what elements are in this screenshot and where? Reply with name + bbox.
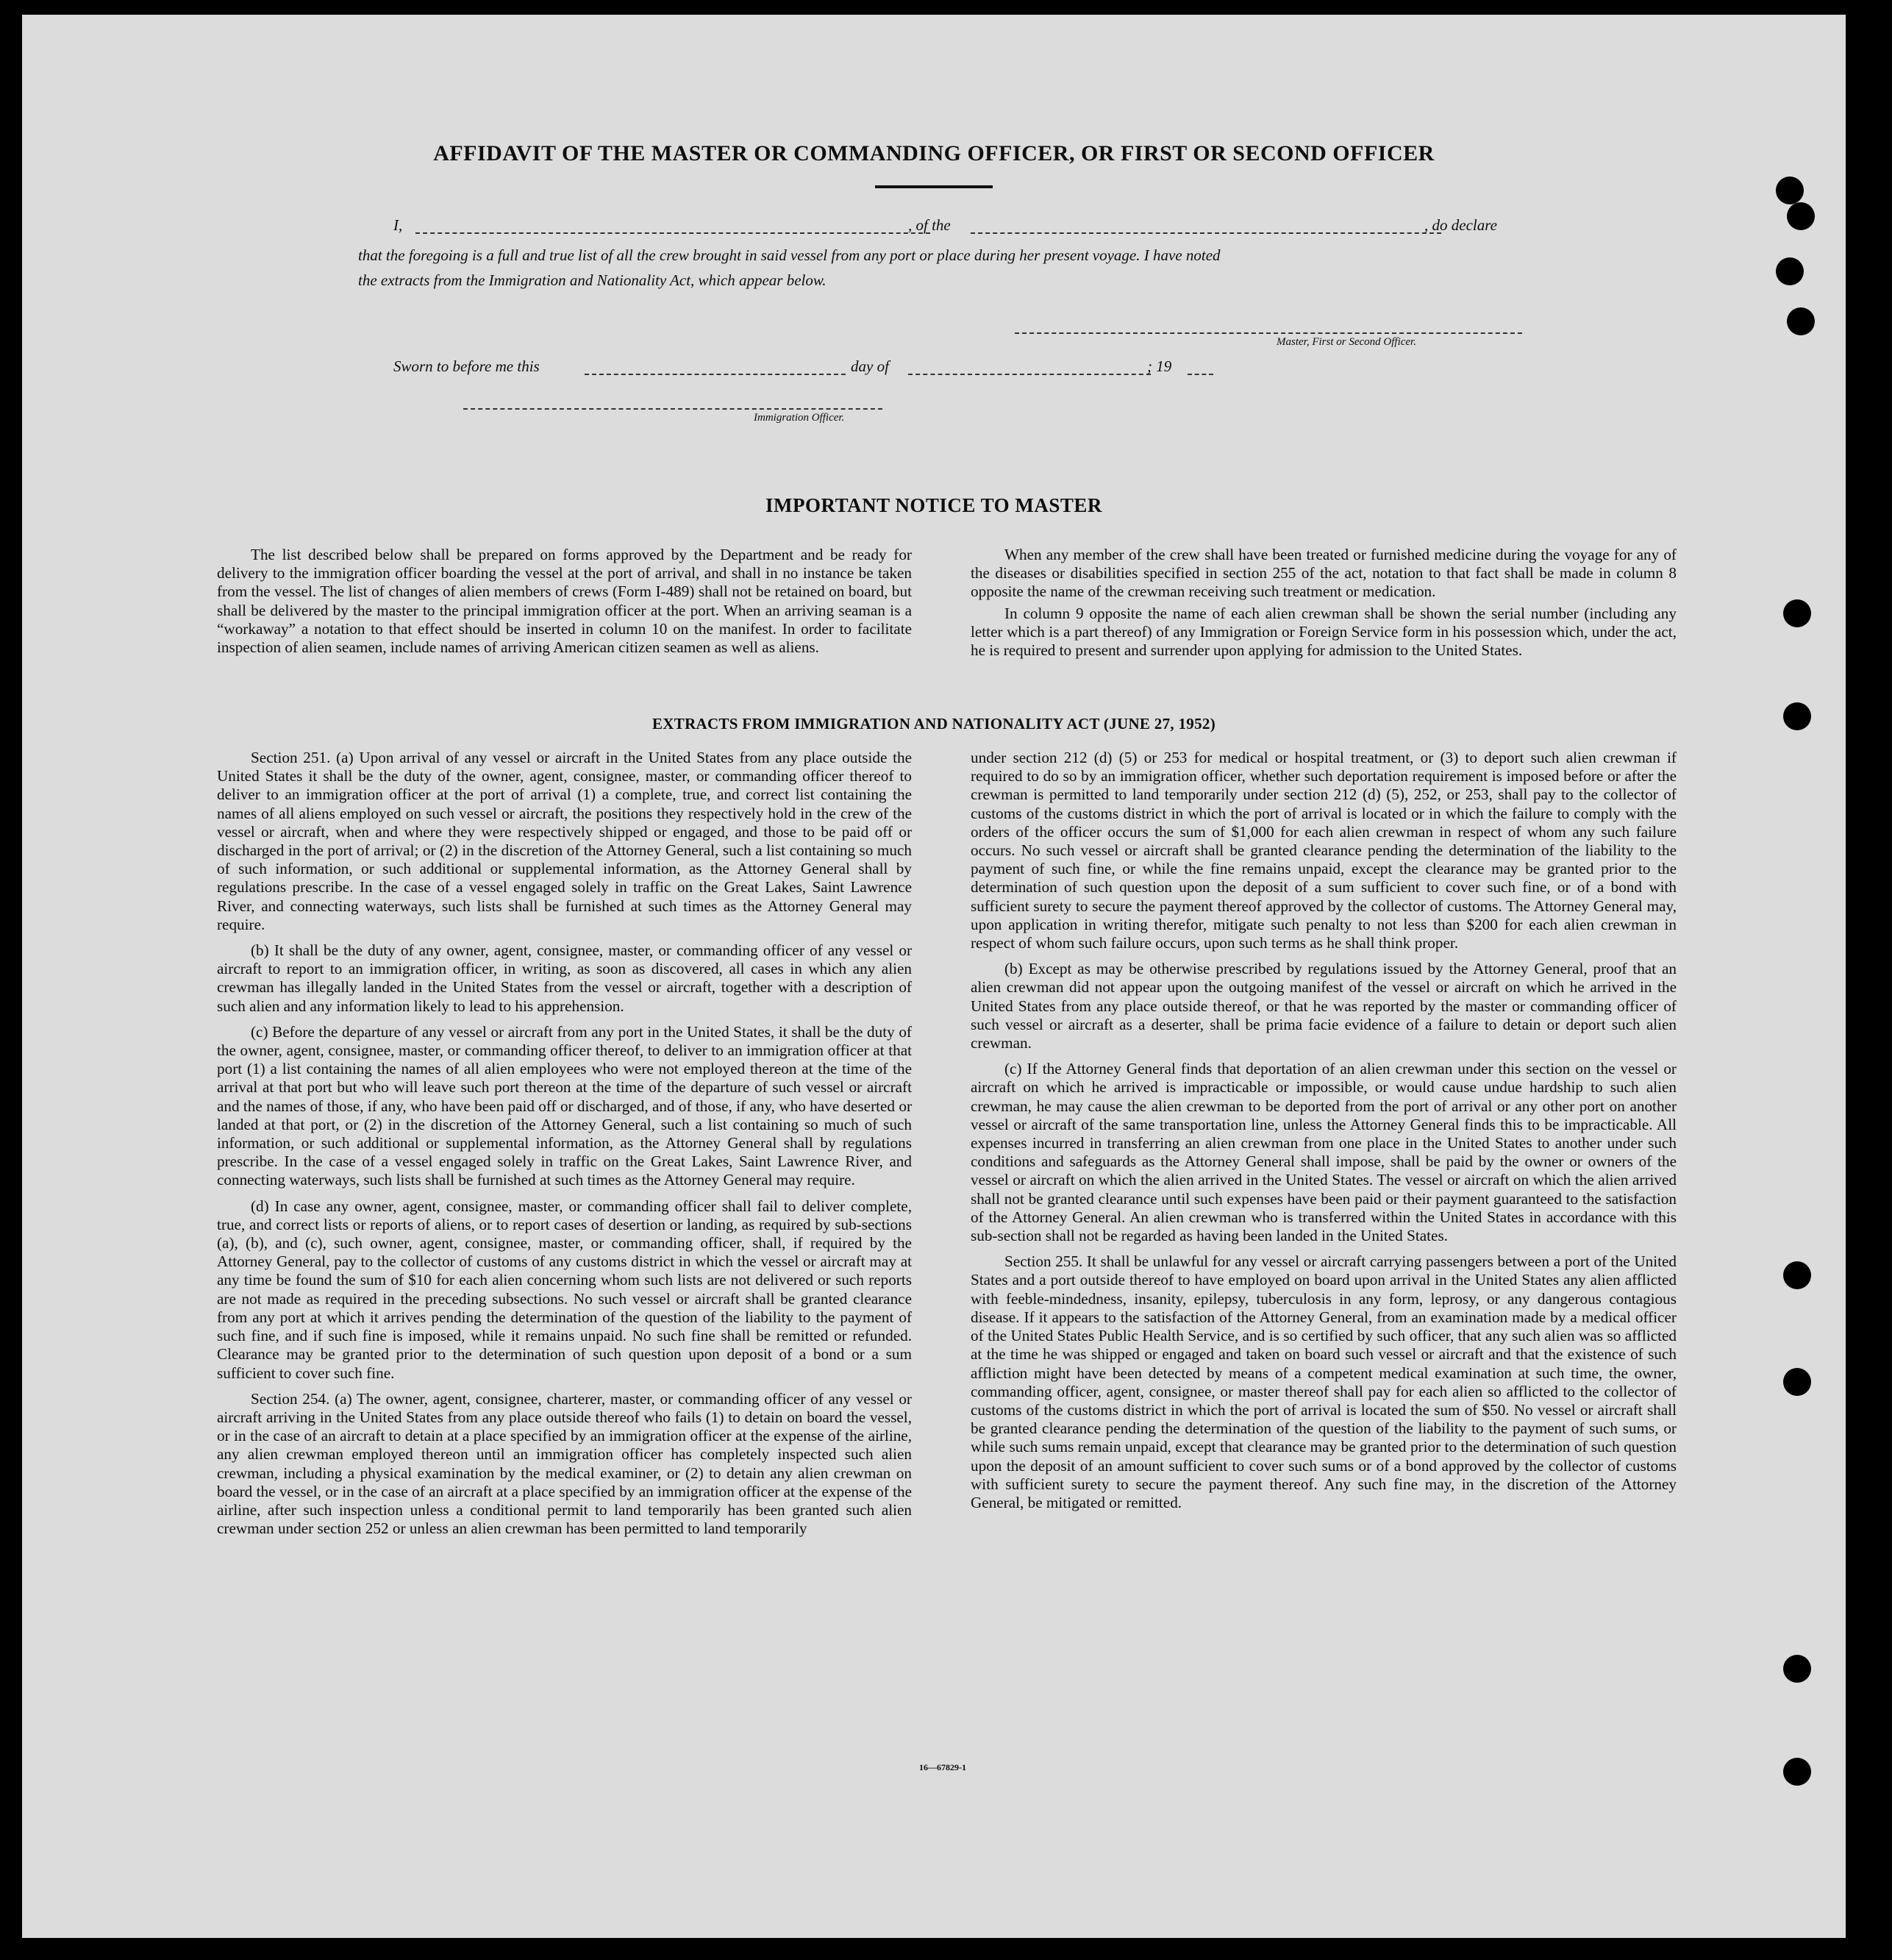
officer-signature-caption: Immigration Officer. — [754, 412, 845, 424]
section-254-a: Section 254. (a) The owner, agent, consignee, charterer, master, or commanding officer of any vessel or aircraft arriving in the United States from any place outside thereof who fails (1) to detain on board the vessel, or in the case of an aircraft to detain at a place specified by an immigration officer at the expense of the airline, any alien crewman employed thereon until an immigration officer has completely inspected such alien crewman, including a physical examination by the medical examiner, or (2) to detain any alien crewman on board the vessel, or in the case of an aircraft at a place specified by an immigration officer at the expense of the airline, after such inspection unless a conditional permit to land temporarily has been granted such alien crewman under section 252 or unless an alien crewman has been permitted to land temporarily — [217, 1389, 912, 1538]
extracts-title: EXTRACTS FROM IMMIGRATION AND NATIONALITY ACT (JUNE 27, 1952) — [652, 715, 1215, 733]
vessel-name-field[interactable] — [971, 232, 1441, 234]
punch-hole — [1776, 257, 1804, 285]
sworn-label: Sworn to before me this — [393, 357, 540, 375]
punch-hole — [1787, 307, 1815, 335]
document-page — [22, 15, 1846, 1938]
section-254-a-continued: under section 212 (d) (5) or 253 for medical or hospital treatment, or (3) to deport such alien crewman if required to do so by an immigration officer, whether such deportation requirement is imposed before or after the crewman is permitted to land temporarily under section 212 (d) (5), 252, or 253, shall pay to the collector of customs of the customs district in which the port of arrival is located or in which the failure to comply with the orders of the officer occurs the sum of $1,000 for each alien crewman in respect of whom any such failure occurs. No such vessel or aircraft shall be granted clearance pending the determination of the liability to the payment of such fine, or while the fine remains unpaid, except the clearance may be granted prior to the determination of such question upon the deposit of a sum sufficient to cover such fine, or of a bond with sufficient surety to secure the payment thereof approved by the collector of customs. The Attorney General may, upon application in writing therefor, mitigate such penalty to not less than $200 for each alien crewman in respect of whom such failure occurs, upon such terms as he shall think proper. — [971, 749, 1677, 952]
notice-title: IMPORTANT NOTICE TO MASTER — [765, 494, 1102, 516]
punch-hole — [1783, 599, 1811, 627]
title-rule — [875, 185, 993, 188]
declaration-line-2: that the foregoing is a full and true list of all the crew brought in said vessel from any port or place during her present voyage. I have noted — [358, 246, 1221, 264]
declare-i-label: I, — [393, 216, 403, 234]
affidavit-title: AFFIDAVIT OF THE MASTER OR COMMANDING OFFICER, OR FIRST OR SECOND OFFICER — [433, 141, 1435, 165]
punch-hole — [1783, 1758, 1811, 1786]
punch-hole — [1783, 702, 1811, 730]
declarant-name-field[interactable] — [415, 232, 930, 234]
punch-hole — [1776, 177, 1804, 204]
notice-left-paragraph: The list described below shall be prepared on forms approved by the Department and be ready for delivery to the immigration officer boarding the vessel at the port of arrival, and shall in no instance be taken from the vessel. The list of changes of alien members of crews (Form I-489) shall not be retained on board, but shall be delivered by the master to the principal immigration officer at the port. When an arriving seaman is a “workaway” a notation to that effect should be inserted in column 10 on the manifest. In order to facilitate inspection of alien seamen, include names of arriving American citizen seamen as well as aliens. — [217, 546, 912, 657]
section-251-c: (c) Before the departure of any vessel or aircraft from any port in the United States, it shall be the duty of the owner, agent, consignee, master, or commanding officer thereof, to deliver to an immigration officer at that port (1) a list containing the names of all alien employees who were not employed thereon at the time of the arrival at that port but who will leave such port thereon at the time of the departure of such vessel or aircraft and the names of those, if any, who have been paid off or discharged, and of those, if any, who have deserted or landed at that port, or (2) in the discretion of the Attorney General, such a list containing so much of such information, or such additional or supplemental information, as the Attorney General shall by regulations prescribe. In the case of a vessel engaged solely in traffic on the Great Lakes, Saint Lawrence River, and connecting waterways, such lists shall be furnished at such times as the Attorney General may require. — [217, 1022, 912, 1189]
punch-hole — [1783, 1655, 1811, 1683]
year-label: ; 19 — [1147, 357, 1172, 375]
master-signature-line[interactable] — [1015, 332, 1522, 334]
declaration-line-3: the extracts from the Immigration and Nationality Act, which appear below. — [358, 271, 827, 289]
punch-hole — [1787, 202, 1815, 230]
notice-right-paragraph-1: When any member of the crew shall have been treated or furnished medicine during the voyage for any of the diseases or disabilities specified in section 255 of the act, notation to that fact shall be made in column 8 opposite the name of the crewman receiving such treatment or medication. — [971, 546, 1677, 601]
extracts-right-column — [971, 749, 1677, 1519]
extracts-left-column — [217, 749, 912, 1545]
section-251-a: Section 251. (a) Upon arrival of any vessel or aircraft in the United States from any place outside the United States it shall be the duty of the owner, agent, consignee, master, or commanding officer thereof to deliver to an immigration officer at the port of arrival (1) a complete, true, and correct list containing the names of all aliens employed on such vessel or aircraft, the positions they respectively hold in the crew of the vessel or aircraft, when and where they were respectively shipped or engaged, and those to be paid off or discharged in the port of arrival; or (2) in the discretion of the Attorney General, such a list containing so much of such information, or such additional or supplemental information, as the Attorney General shall by regulations prescribe. In the case of a vessel engaged solely in traffic on the Great Lakes, Saint Lawrence River, and connecting waterways, such lists shall be furnished at such times as the Attorney General may require. — [217, 749, 912, 933]
form-number: 16—67829-1 — [919, 1762, 966, 1772]
section-251-b: (b) It shall be the duty of any owner, agent, consignee, master, or commanding officer of any vessel or aircraft to report to an immigration officer, in writing, as soon as discovered, all cases in which any alien crewman has illegally landed in the United States from the vessel or aircraft, together with a description of such alien and any information likely to lead to his apprehension. — [217, 941, 912, 1015]
section-254-c: (c) If the Attorney General finds that deportation of an alien crewman under this section on the vessel or aircraft on which he arrived is impracticable or impossible, or would cause undue hardship to such alien crewman, he may cause the alien crewman to be deported from the port of arrival or any other port on another vessel or aircraft of the same transportation line, unless the Attorney General finds this to be impracticable. All expenses incurred in transferring an alien crewman from one place in the United States to another under such conditions and safeguards as the Attorney General shall impose, shall be paid by the owner or owners of the vessel or aircraft on which the alien arrived in the United States. The vessel or aircraft on which the alien arrived shall not be granted clearance until such expenses have been paid or their payment guaranteed to the satisfaction of the Attorney General. An alien crewman who is transferred within the United States in accordance with this sub-section shall not be regarded as having been landed in the United States. — [971, 1060, 1677, 1245]
section-255: Section 255. It shall be unlawful for any vessel or aircraft carrying passengers between a port of the United States and a port outside thereof to have employed on board upon arrival in the United States any alien afflicted with feeble-mindedness, insanity, epilepsy, tuberculosis in any form, leprosy, or any dangerous contagious disease. If it appears to the satisfaction of the Attorney General, from an examination made by a medical officer of the United States Public Health Service, and is so certified by such officer, that any such alien was so afflicted at the time he was shipped or engaged and taken on board such vessel or aircraft and that the existence of such affliction might have been detected by means of a competent medical examination at such time, the owner, commanding officer, agent, consignee, or master thereof shall pay for each alien so afflicted to the collector of customs of the customs district in which the port of arrival is located the sum of $50. No vessel or aircraft shall be granted clearance pending the determination of the question of the liability to the payment of such sums, or while such sums remain unpaid, except that clearance may be granted prior to the determination of such question upon the deposit of an amount sufficient to cover such sums or of a bond approved by the collector of customs with sufficient surety to secure the payment thereof. Any such fine may, in the discretion of the Attorney General, be mitigated or remitted. — [971, 1252, 1677, 1511]
punch-hole — [1783, 1261, 1811, 1289]
do-declare-label: , do declare — [1424, 216, 1497, 234]
sworn-year-field[interactable] — [1188, 374, 1213, 375]
notice-right-paragraph-2: In column 9 opposite the name of each alien crewman shall be shown the serial number (including any letter which is a part thereof) of any Immigration or Foreign Service form in his possession which, under the act, he is required to present and surrender upon applying for admission to the United States. — [971, 604, 1677, 660]
master-signature-caption: Master, First or Second Officer. — [1277, 336, 1416, 348]
sworn-month-field[interactable] — [908, 374, 1151, 375]
section-254-b: (b) Except as may be otherwise prescribed by regulations issued by the Attorney General, proof that an alien crewman did not appear upon the outgoing manifest of the vessel or aircraft on which he arrived in the United States from any place outside thereof, or that he was reported by the master or commanding officer of such vessel or aircraft as a deserter, shall be prima facie evidence of a failure to detain or deport such alien crewman. — [971, 960, 1677, 1052]
sworn-day-field[interactable] — [585, 374, 846, 375]
day-of-label: day of — [851, 357, 889, 375]
section-251-d: (d) In case any owner, agent, consignee, master, or commanding officer shall fail to deliver complete, true, and correct lists or reports of aliens, or to report cases of desertion or landing, as required by sub-sections (a), (b), and (c), such owner, agent, consignee, master, or commanding officer, shall, if required by the Attorney General, pay to the collector of customs of any customs district in which the vessel or aircraft may at any time be found the sum of $10 for each alien concerning whom such lists are not delivered or such reports are not made as required in the preceding subsections. No such vessel or aircraft shall be granted clearance from any port at which it arrives pending the determination of the question of the liability to the payment of such fine, and if such fine is imposed, while it remains unpaid. No such fine shall be remitted or refunded. Clearance may be granted prior to the determination of such question upon deposit of a bond or a sum sufficient to cover such fine. — [217, 1197, 912, 1382]
notice-right-column — [971, 546, 1677, 667]
of-the-label: , of the — [908, 216, 951, 234]
punch-hole — [1783, 1368, 1811, 1396]
notice-left-column — [217, 546, 912, 664]
officer-signature-line[interactable] — [463, 408, 882, 410]
